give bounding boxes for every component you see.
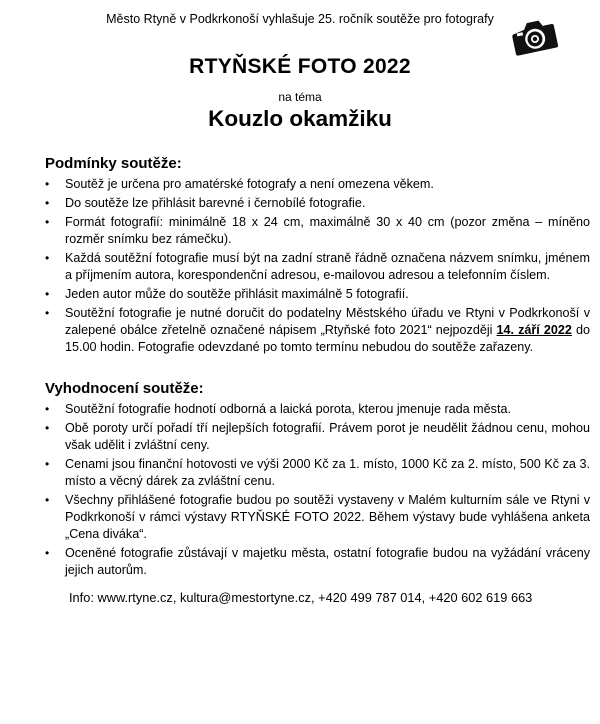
bullet-icon: • — [45, 457, 50, 471]
bullet-icon: • — [45, 546, 50, 560]
conditions-list — [45, 176, 590, 356]
bullet-icon: • — [45, 215, 50, 229]
list-item: • Cenami jsou finanční hotovosti ve výši 2000 Kč za 1. místo, 1000 Kč za 2. místo, 500 Kč za 3. místo a věcný dárek za zvláštní cenu. — [45, 457, 590, 488]
bullet-icon: • — [45, 177, 50, 191]
bullet-icon: • — [45, 493, 50, 507]
bullet-icon: • — [45, 306, 50, 320]
bullet-icon: • — [45, 421, 50, 435]
subtitle: na téma — [278, 90, 322, 104]
list-item: • Formát fotografií: minimálně 18 x 24 cm, maximálně 30 x 40 cm (pozor změna – míněno rozměr snímku bez rámečku). — [45, 215, 590, 246]
evaluation-section — [45, 380, 590, 581]
camera-icon — [510, 16, 558, 58]
intro-line: Město Rtyně v Podkrkonoší vyhlašuje 25. ročník soutěže pro fotografy — [106, 12, 494, 26]
bullet-icon: • — [45, 402, 50, 416]
list-item: • Obě poroty určí pořadí tří nejlepších fotografií. Právem porot je neudělit žádnou cenu, mohou však udělit i zvláštní ceny. — [45, 421, 590, 452]
list-item-delivery: • Soutěžní fotografie je nutné doručit do podatelny Městského úřadu ve Rtyni v Podkrkonoší v zalepené obálce zřetelně označené nápisem „Rtyňské foto 2021“ nejpozději 14. září 2022 do 15.00 hodin. Fotografie odevzdané po tomto termínu nebudou do soutěže zařazeny. — [45, 306, 590, 354]
evaluation-heading: Vyhodnocení soutěže: — [45, 380, 204, 397]
list-item: • Soutěžní fotografie hodnotí odborná a laická porota, kterou jmenuje rada města. — [45, 402, 511, 416]
evaluation-list — [45, 401, 590, 579]
list-item: • Každá soutěžní fotografie musí být na zadní straně řádně označena názvem snímku, jménem a příjmením autora, korespondenční adresou, e-mailovou adresou a telefonním číslem. — [45, 251, 590, 282]
page-title: RTYŇSKÉ FOTO 2022 — [189, 55, 411, 78]
contact-info: Info: www.rtyne.cz, kultura@mestortyne.cz, +420 499 787 014, +420 602 619 663 — [69, 590, 533, 605]
list-item: • Všechny přihlášené fotografie budou po soutěži vystaveny v Malém kulturním sále ve Rtyni v Podkrkonoší v rámci výstavy RTYŇSKÉ FOTO 2022. Během výstavy bude vyhlášena anketa „Cena diváka“. — [45, 493, 590, 541]
bullet-icon: • — [45, 196, 50, 210]
list-item: • Soutěž je určena pro amatérské fotografy a není omezena věkem. — [45, 177, 434, 191]
bullet-icon: • — [45, 287, 50, 301]
theme-title: Kouzlo okamžiku — [208, 106, 392, 131]
list-item: • Oceněné fotografie zůstávají v majetku města, ostatní fotografie budou na vyžádání vráceny jejich autorům. — [45, 546, 590, 577]
conditions-heading: Podmínky soutěže: — [45, 155, 182, 172]
deadline-date: 14. září 2022 — [496, 323, 572, 337]
list-item: • Jeden autor může do soutěže přihlásit maximálně 5 fotografií. — [45, 287, 409, 301]
conditions-section — [45, 155, 590, 358]
list-item: • Do soutěže lze přihlásit barevné i černobílé fotografie. — [45, 196, 366, 210]
bullet-icon: • — [45, 251, 50, 265]
